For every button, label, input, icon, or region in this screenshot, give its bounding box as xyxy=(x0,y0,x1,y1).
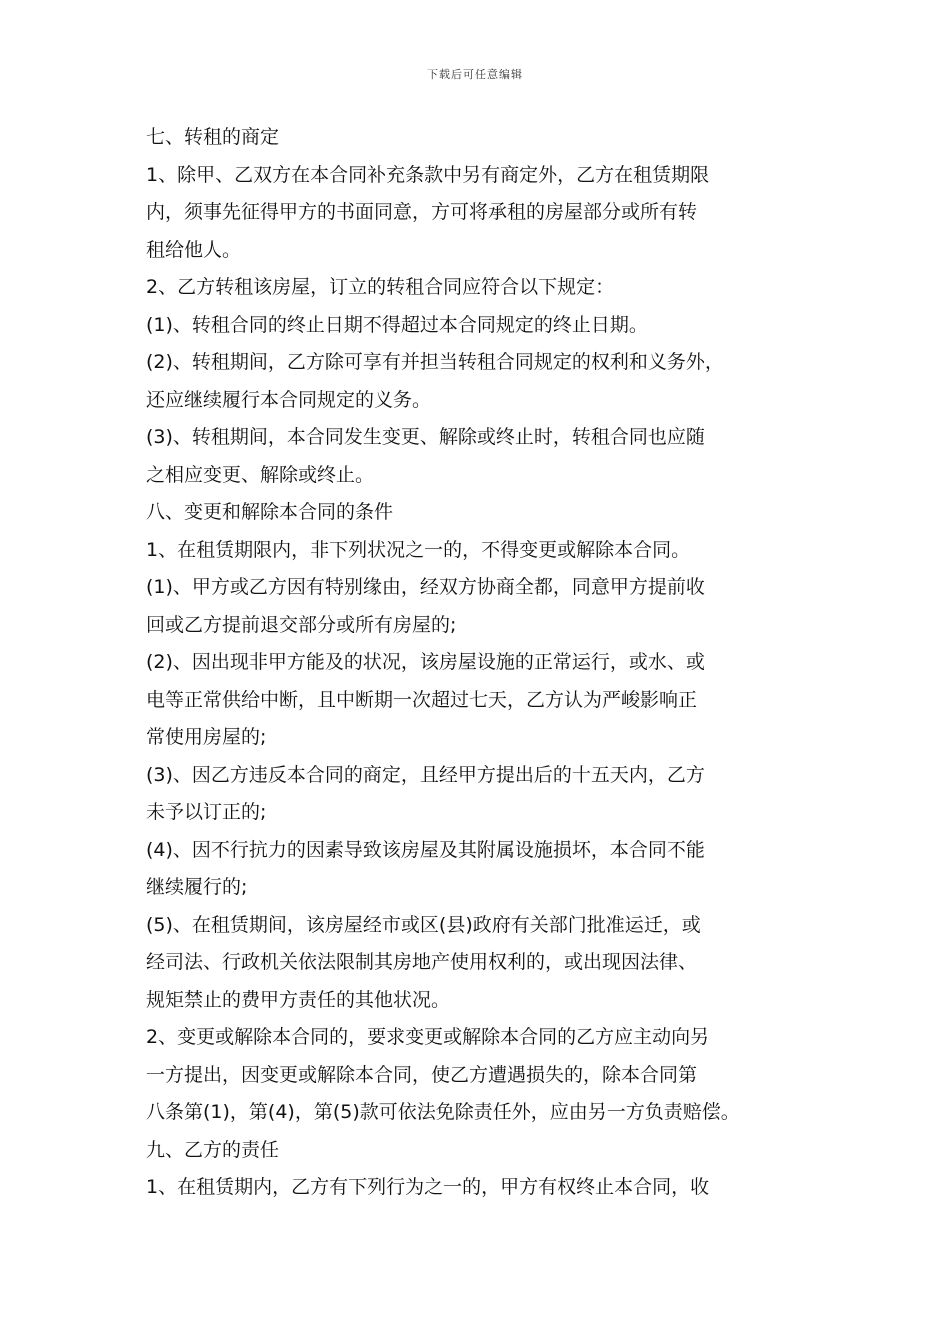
text-line: (4)、因不行抗力的因素导致该房屋及其附属设施损坏，本合同不能 xyxy=(146,838,705,861)
text-line: 经司法、行政机关依法限制其房地产使用权利的，或出现因法律、 xyxy=(146,951,698,973)
text-line: 1、在租赁期限内，非下列状况之一的，不得变更或解除本合同。 xyxy=(146,538,691,561)
text-line: (3)、因乙方违反本合同的商定，且经甲方提出后的十五天内，乙方 xyxy=(146,763,705,786)
section-heading: 八、变更和解除本合同的条件 xyxy=(146,501,394,523)
text-line: (2)、因出现非甲方能及的状况，该房屋设施的正常运行，或水、或 xyxy=(146,651,705,673)
text-line: 1、在租赁期内，乙方有下列行为之一的，甲方有权终止本合同，收 xyxy=(146,1176,710,1198)
text-line: (3)、转租期间，本合同发生变更、解除或终止时，转租合同也应随 xyxy=(146,426,705,448)
text-line: 八条第(1)，第(4)，第(5)款可依法免除责任外，应由另一方负责赔偿。 xyxy=(146,1101,740,1123)
text-line: 回或乙方提前退交部分或所有房屋的; xyxy=(146,613,457,636)
text-line: 一方提出，因变更或解除本合同，使乙方遭遇损失的，除本合同第 xyxy=(146,1063,698,1086)
text-line: (1)、转租合同的终止日期不得超过本合同规定的终止日期。 xyxy=(146,313,648,336)
text-line: 继续履行的; xyxy=(146,876,248,898)
text-line: 1、除甲、乙双方在本合同补充条款中另有商定外，乙方在租赁期限 xyxy=(146,163,710,186)
text-line: 还应继续履行本合同规定的义务。 xyxy=(146,388,432,411)
text-line: 租给他人。 xyxy=(146,238,242,261)
text-line: 2、乙方转租该房屋，订立的转租合同应符合以下规定： xyxy=(146,276,615,298)
text-line: 之相应变更、解除或终止。 xyxy=(146,463,375,486)
text-line: (5)、在租赁期间，该房屋经市或区(县)政府有关部门批准运迁，或 xyxy=(146,913,701,936)
section-heading: 九、乙方的责任 xyxy=(146,1138,280,1161)
section-heading: 七、转租的商定 xyxy=(146,126,280,148)
text-line: 内，须事先征得甲方的书面同意，方可将承租的房屋部分或所有转 xyxy=(146,201,698,223)
text-line: 电等正常供给中断，且中断期一次超过七天，乙方认为严峻影响正 xyxy=(146,688,698,711)
text-line: (1)、甲方或乙方因有特别缘由，经双方协商全都，同意甲方提前收 xyxy=(146,576,705,598)
text-line: 2、变更或解除本合同的，要求变更或解除本合同的乙方应主动向另 xyxy=(146,1026,710,1048)
text-line: 常使用房屋的; xyxy=(146,726,267,748)
text-line: 未予以订正的; xyxy=(146,801,267,823)
text-line: 规矩禁止的费甲方责任的其他状况。 xyxy=(146,988,451,1011)
document-body xyxy=(146,119,816,1207)
text-line: (2)、转租期间，乙方除可享有并担当转租合同规定的权利和义务外， xyxy=(146,351,724,373)
page-header: 下载后可任意编辑 xyxy=(427,68,523,81)
